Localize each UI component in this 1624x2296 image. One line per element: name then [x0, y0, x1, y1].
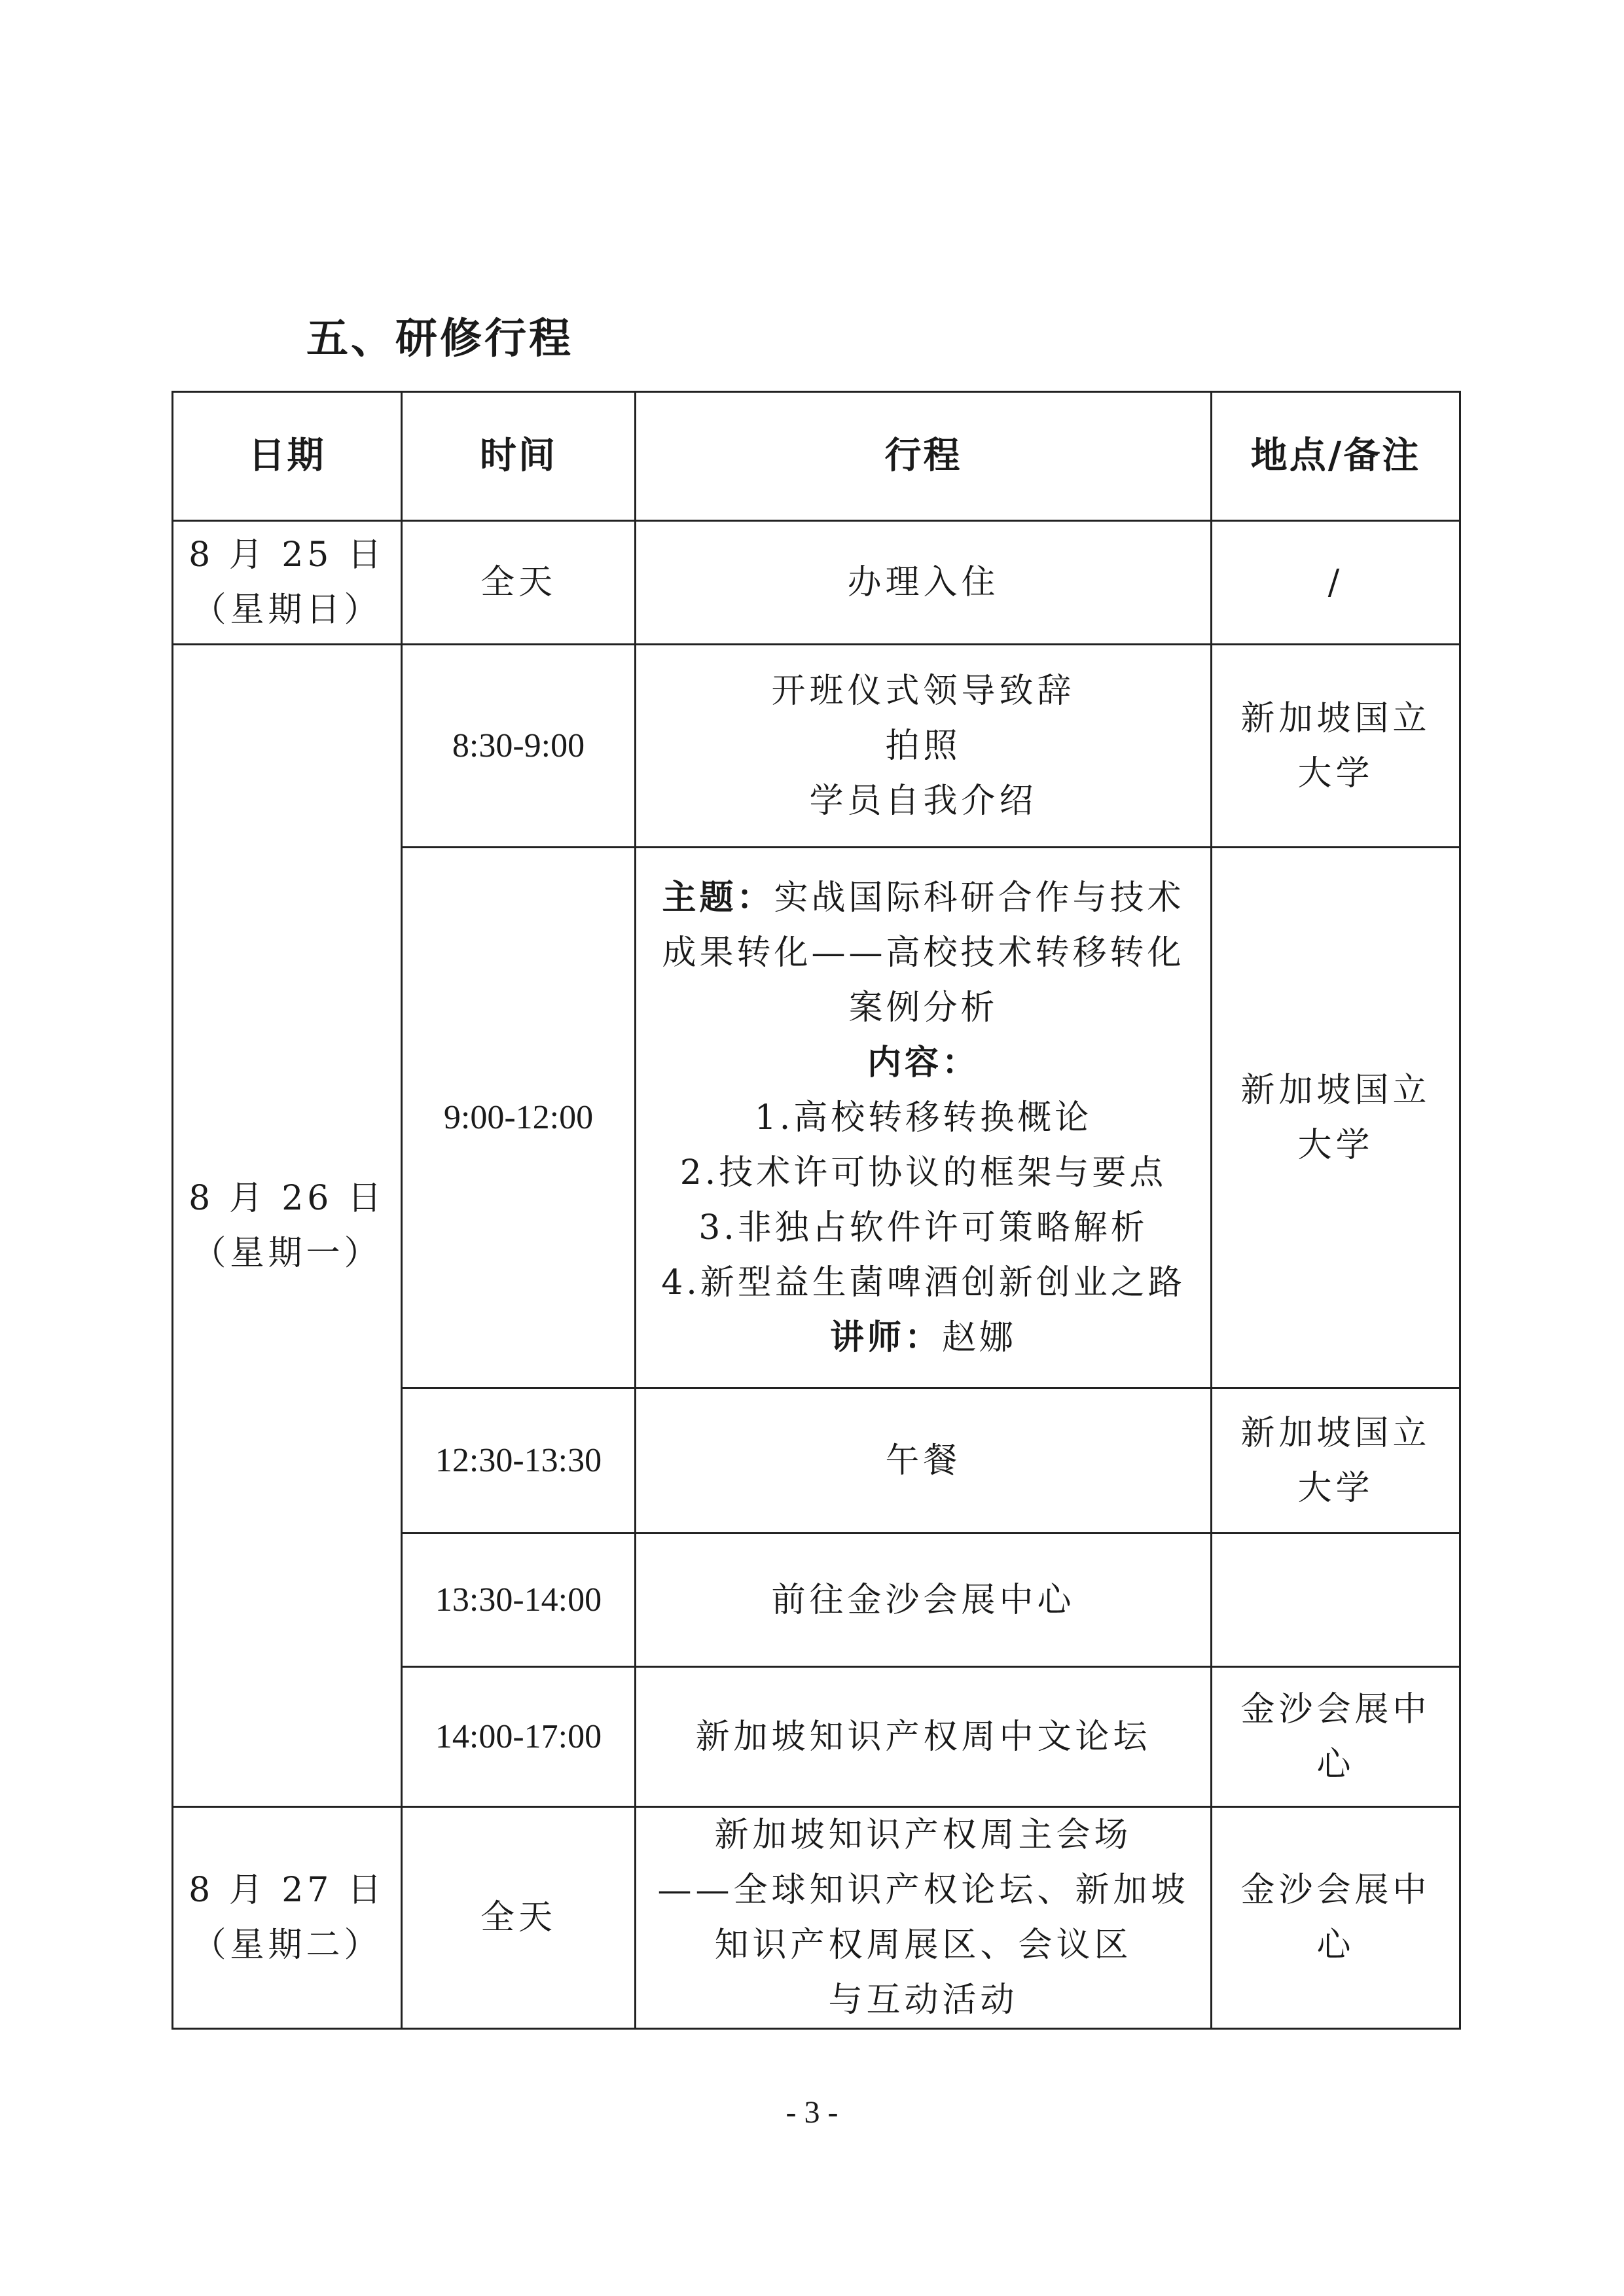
time-cell: 12:30-13:30 [402, 1388, 636, 1534]
content-item: 3.非独占软件许可策略解析 [698, 1208, 1148, 1247]
location-cell: 金沙会展中心 [1212, 1667, 1460, 1807]
date-cell-aug25 [173, 521, 402, 645]
content-item: 2.技术许可协议的框架与要点 [679, 1153, 1167, 1193]
location-cell: 新加坡国立大学 [1212, 848, 1460, 1388]
itinerary-cell: 午餐 [636, 1388, 1212, 1534]
time-cell: 全天 [402, 1807, 636, 2029]
location-cell [1212, 1534, 1460, 1667]
date-line: 8 月 26 日 [189, 1178, 386, 1218]
itinerary-cell [636, 1807, 1212, 2029]
date-cell-aug26 [173, 645, 402, 1807]
location-cell: / [1212, 521, 1460, 645]
page-number: - 3 - [785, 2095, 839, 2130]
itinerary-line: 学员自我介绍 [809, 781, 1038, 821]
time-cell: 9:00-12:00 [402, 848, 636, 1388]
itinerary-table [171, 391, 1461, 2030]
table-header-row [173, 392, 1460, 521]
header-location: 地点/备注 [1212, 392, 1460, 521]
date-line: 8 月 27 日 [189, 1871, 386, 1910]
itinerary-cell: 新加坡知识产权周中文论坛 [636, 1667, 1212, 1807]
itinerary-line: 与互动活动 [828, 1981, 1019, 2020]
itinerary-cell: 办理入住 [636, 521, 1212, 645]
session-theme [648, 870, 1199, 1035]
theme-label: 主题： [662, 878, 774, 918]
itinerary-line: ——全球知识产权论坛、新加坡 [657, 1871, 1189, 1910]
time-cell: 13:30-14:00 [402, 1534, 636, 1667]
itinerary-line: 新加坡知识产权周主会场 [714, 1816, 1132, 1855]
lecturer-label: 讲师： [829, 1318, 942, 1357]
content-item: 4.新型益生菌啤酒创新创业之路 [661, 1263, 1185, 1302]
header-date: 日期 [173, 392, 402, 521]
location-cell: 新加坡国立大学 [1212, 645, 1460, 848]
content-label: 内容： [867, 1043, 979, 1083]
itinerary-line: 开班仪式领导致辞 [771, 671, 1075, 711]
time-cell: 全天 [402, 521, 636, 645]
table-row-aug26-slot1 [173, 645, 1460, 848]
section-title: 五、研修行程 [306, 315, 573, 363]
itinerary-cell [636, 645, 1212, 848]
weekday-line: （星期日） [192, 590, 382, 630]
session-detail-cell [636, 848, 1212, 1388]
location-cell: 金沙会展中心 [1212, 1807, 1460, 2029]
weekday-line: （星期二） [192, 1926, 382, 1965]
content-item: 1.高校转移转换概论 [754, 1098, 1092, 1138]
location-cell: 新加坡国立大学 [1212, 1388, 1460, 1534]
lecturer-name: 赵娜 [942, 1318, 1017, 1357]
itinerary-cell: 前往金沙会展中心 [636, 1534, 1212, 1667]
header-itinerary: 行程 [636, 392, 1212, 521]
table-row-aug25 [173, 521, 1460, 645]
table-row-aug27 [173, 1807, 1460, 2029]
session-lecturer [648, 1310, 1199, 1365]
itinerary-line: 知识产权周展区、会议区 [714, 1926, 1132, 1965]
date-line: 8 月 25 日 [189, 535, 386, 575]
itinerary-line: 拍照 [885, 726, 962, 766]
weekday-line: （星期一） [192, 1233, 382, 1273]
theme-text: 实战国际科研合作与技术成果转化——高校技术转移转化案例分析 [662, 878, 1185, 1028]
time-cell: 8:30-9:00 [402, 645, 636, 848]
date-cell-aug27 [173, 1807, 402, 2029]
header-time: 时间 [402, 392, 636, 521]
time-cell: 14:00-17:00 [402, 1667, 636, 1807]
